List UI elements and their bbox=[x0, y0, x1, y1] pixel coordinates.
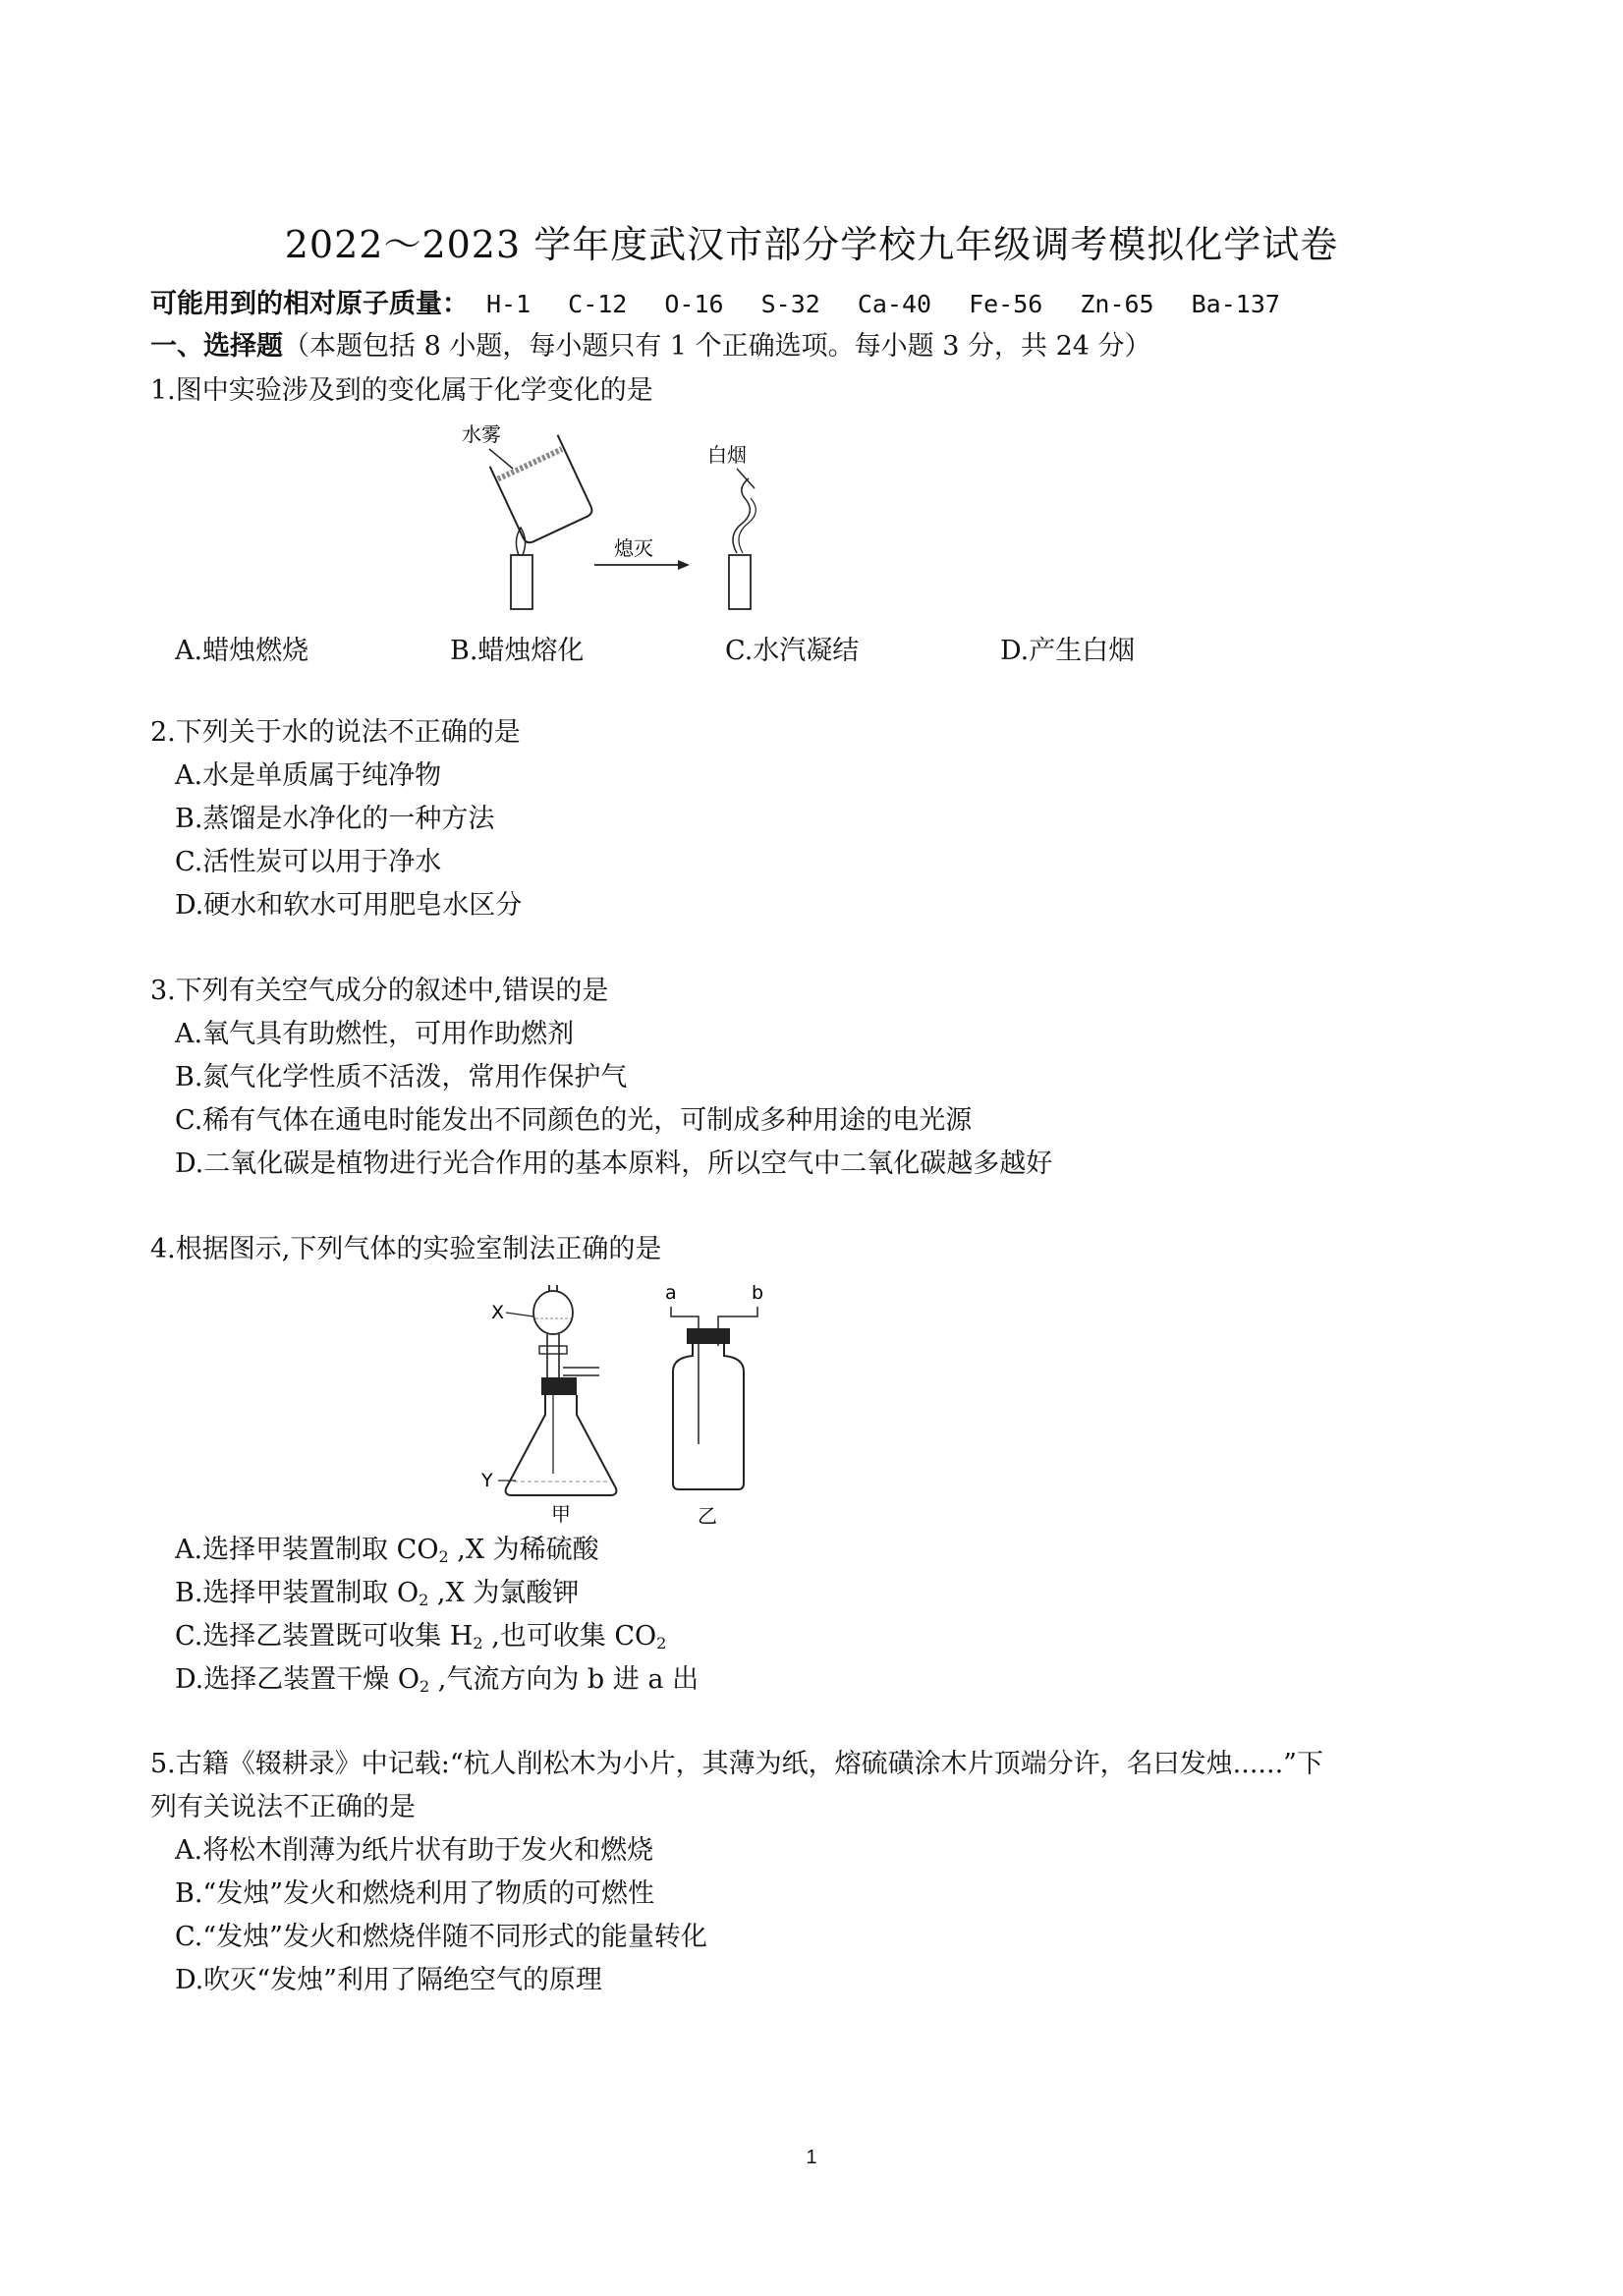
q4-option-c[interactable]: C.选择乙装置既可收集 $H_2$ ,也可收集 $CO_2$ bbox=[175, 1621, 667, 1652]
q5-option-a[interactable]: A.将松木削薄为纸片状有助于发火和燃烧 bbox=[175, 1835, 654, 1866]
q2-option-a[interactable]: A.水是单质属于纯净物 bbox=[175, 760, 442, 791]
q3-option-a[interactable]: A.氧气具有助燃性，可用作助燃剂 bbox=[175, 1019, 575, 1049]
fig-label-b: b bbox=[752, 1282, 764, 1304]
q4-option-b[interactable]: B.选择甲装置制取 $O_2$ ,X 为氯酸钾 bbox=[175, 1578, 580, 1609]
q1-option-b[interactable]: B.蜡烛熔化 bbox=[450, 636, 585, 666]
mass-item: O-16 bbox=[664, 290, 724, 318]
q5-option-b[interactable]: B.“发烛”发火和燃烧利用了物质的可燃性 bbox=[175, 1878, 655, 1909]
q5-option-c[interactable]: C.“发烛”发火和燃烧伴随不同形式的能量转化 bbox=[175, 1922, 707, 1952]
q5-stem-line1: 5.古籍《辍耕录》中记载:“杭人削松木为小片，其薄为纸，熔硫磺涂木片顶端分许，名曰发烛......”下 bbox=[150, 1749, 1323, 1779]
q2-option-c[interactable]: C.活性炭可以用于净水 bbox=[175, 847, 442, 877]
mass-item: Zn-65 bbox=[1080, 290, 1154, 318]
section-note: （本题包括 8 小题，每小题只有 1 个正确选项。每小题 3 分，共 24 分） bbox=[283, 331, 1151, 362]
section-title: 一、选择题 bbox=[150, 331, 283, 362]
q1-option-c[interactable]: C.水汽凝结 bbox=[725, 636, 860, 666]
mass-item: C-12 bbox=[568, 290, 628, 318]
fig-label-jia: 甲 bbox=[551, 1502, 571, 1526]
q3-option-d[interactable]: D.二氧化碳是植物进行光合作用的基本原料，所以空气中二氧化碳越多越好 bbox=[175, 1148, 1053, 1179]
q2-stem: 2.下列关于水的说法不正确的是 bbox=[150, 717, 521, 748]
q1-option-a[interactable]: A.蜡烛燃烧 bbox=[175, 636, 309, 666]
q1-option-d[interactable]: D.产生白烟 bbox=[1000, 636, 1136, 666]
atomic-mass-line bbox=[150, 287, 1317, 322]
q4-stem: 4.根据图示,下列气体的实验室制法正确的是 bbox=[150, 1234, 662, 1264]
q4-option-d[interactable]: D.选择乙装置干燥 $O_2$ ,气流方向为 b 进 a 出 bbox=[175, 1664, 700, 1696]
q4-option-a[interactable]: A.选择甲装置制取 $CO_2$ ,X 为稀硫酸 bbox=[175, 1535, 599, 1566]
page-number: 1 bbox=[806, 2147, 817, 2168]
mass-item: Ca-40 bbox=[857, 290, 932, 318]
fig-label-y: Y bbox=[481, 1470, 493, 1491]
exam-title: 2022～2023 学年度武汉市部分学校九年级调考模拟化学试卷 bbox=[284, 223, 1339, 266]
fig-label-yi: 乙 bbox=[698, 1504, 717, 1528]
mass-item: S-32 bbox=[760, 290, 820, 318]
apparatus-figure bbox=[476, 1277, 791, 1533]
q5-option-d[interactable]: D.吹灭“发烛”利用了隔绝空气的原理 bbox=[175, 1965, 602, 1995]
q5-stem-line2: 列有关说法不正确的是 bbox=[150, 1792, 416, 1822]
fig-label-smoke: 白烟 bbox=[707, 443, 747, 467]
q2-option-b[interactable]: B.蒸馏是水净化的一种方法 bbox=[175, 804, 495, 834]
fig-label-a: a bbox=[665, 1282, 677, 1304]
q3-option-b[interactable]: B.氮气化学性质不活泼，常用作保护气 bbox=[175, 1062, 628, 1092]
q1-stem: 1.图中实验涉及到的变化属于化学变化的是 bbox=[150, 375, 653, 406]
atomic-mass-label: 可能用到的相对原子质量： bbox=[150, 289, 469, 319]
fig-label-mist: 水雾 bbox=[462, 422, 501, 446]
candle-figure bbox=[442, 418, 815, 614]
section-heading bbox=[150, 329, 1151, 364]
q3-option-c[interactable]: C.稀有气体在通电时能发出不同颜色的光，可制成多种用途的电光源 bbox=[175, 1105, 973, 1136]
mass-item: Ba-137 bbox=[1191, 290, 1280, 318]
q3-stem: 3.下列有关空气成分的叙述中,错误的是 bbox=[150, 976, 609, 1006]
q2-option-d[interactable]: D.硬水和软水可用肥皂水区分 bbox=[175, 890, 523, 921]
mass-item: H-1 bbox=[486, 290, 532, 318]
fig-label-x: X bbox=[491, 1302, 505, 1323]
fig-label-arrow: 熄灭 bbox=[614, 536, 653, 560]
mass-item: Fe-56 bbox=[969, 290, 1043, 318]
